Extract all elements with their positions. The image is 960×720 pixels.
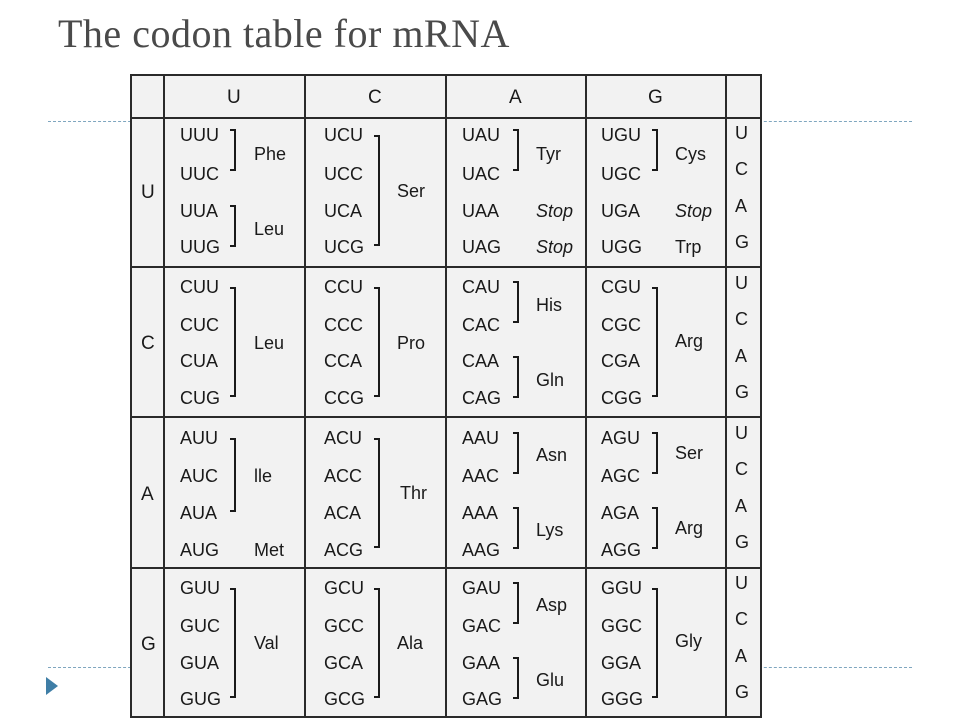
amino-acid-label: Ser — [675, 443, 704, 463]
codon: GUC — [180, 616, 220, 636]
codon: GUU — [180, 578, 220, 598]
codon: UCU — [324, 125, 363, 145]
bracket — [652, 432, 658, 474]
amino-acid-label: Gly — [675, 631, 702, 651]
amino-acid-label: Glu — [536, 670, 565, 690]
row-header-a: A — [141, 484, 154, 505]
codon: GUG — [180, 689, 222, 709]
amino-acid-label: Arg — [675, 518, 704, 538]
amino-acid-label: Phe — [254, 144, 287, 164]
grid-line — [132, 266, 760, 268]
column-header-c: C — [368, 87, 382, 108]
bracket — [513, 657, 519, 699]
bracket — [230, 438, 236, 512]
codon: UCC — [324, 164, 363, 184]
third-base-label: U — [735, 123, 748, 143]
codon: CGC — [601, 315, 641, 335]
bracket — [230, 129, 236, 171]
bracket — [513, 507, 519, 549]
amino-acid-label: Pro — [397, 333, 426, 353]
codon: AAU — [462, 428, 500, 448]
codon: CCC — [324, 315, 363, 335]
codon: GAG — [462, 689, 503, 709]
codon: UUG — [180, 237, 220, 257]
row-header-g: G — [141, 634, 156, 655]
grid-line — [445, 76, 447, 716]
third-base-label: U — [735, 423, 748, 443]
codon: CGU — [601, 277, 641, 297]
codon: UUA — [180, 201, 219, 221]
third-base-label: A — [735, 346, 748, 366]
codon: GGC — [601, 616, 643, 636]
grid-line — [585, 76, 587, 716]
codon: UAG — [462, 237, 502, 257]
codon: AUU — [180, 428, 219, 448]
codon: UGC — [601, 164, 641, 184]
bracket — [230, 205, 236, 247]
codon: AAA — [462, 503, 499, 523]
triangle-bullet-icon — [46, 677, 58, 695]
codon: UAC — [462, 164, 501, 184]
codon: UGU — [601, 125, 641, 145]
amino-acid-label: Thr — [400, 483, 427, 503]
codon: AGG — [601, 540, 642, 560]
row-header-c: C — [141, 333, 155, 354]
amino-acid-label: Gln — [536, 370, 565, 390]
bracket — [652, 507, 658, 549]
codon: CAG — [462, 388, 502, 408]
codon: GGA — [601, 653, 642, 673]
third-base-label: A — [735, 646, 748, 666]
amino-acid-label: lle — [254, 466, 273, 486]
codon: AGC — [601, 466, 641, 486]
stop-label: Stop — [536, 201, 574, 221]
third-base-label: G — [735, 382, 750, 402]
bracket — [652, 287, 658, 397]
codon: AGA — [601, 503, 640, 523]
amino-acid-label: Trp — [675, 237, 702, 257]
codon: GCG — [324, 689, 366, 709]
codon: CCA — [324, 351, 363, 371]
amino-acid-label: Asn — [536, 445, 568, 465]
codon: UCA — [324, 201, 363, 221]
amino-acid-label: Asp — [536, 595, 568, 615]
bracket — [230, 287, 236, 397]
codon: ACC — [324, 466, 363, 486]
amino-acid-label: Val — [254, 633, 279, 653]
bracket — [513, 356, 519, 398]
codon: GCU — [324, 578, 364, 598]
amino-acid-label: Ala — [397, 633, 424, 653]
third-base-label: G — [735, 532, 750, 552]
third-base-label: U — [735, 273, 748, 293]
codon: CGA — [601, 351, 641, 371]
bracket — [374, 287, 380, 397]
amino-acid-label: His — [536, 295, 562, 315]
codon: ACU — [324, 428, 363, 448]
grid-line — [725, 76, 727, 716]
codon: UGA — [601, 201, 641, 221]
codon: UAA — [462, 201, 500, 221]
column-header-g: G — [648, 87, 663, 108]
codon: AUA — [180, 503, 218, 523]
codon: UGG — [601, 237, 643, 257]
codon: GAU — [462, 578, 502, 598]
codon: CGG — [601, 388, 643, 408]
bracket — [513, 129, 519, 171]
bracket — [513, 281, 519, 323]
codon: CUG — [180, 388, 220, 408]
bracket — [374, 438, 380, 548]
bracket — [374, 135, 380, 246]
codon: CUU — [180, 277, 219, 297]
stop-label: Stop — [675, 201, 713, 221]
codon: GCC — [324, 616, 364, 636]
codon: GCA — [324, 653, 364, 673]
grid-line — [132, 416, 760, 418]
amino-acid-label: Arg — [675, 331, 704, 351]
codon: AAG — [462, 540, 501, 560]
codon: GUA — [180, 653, 220, 673]
codon: CUC — [180, 315, 219, 335]
codon: GGU — [601, 578, 643, 598]
third-base-label: G — [735, 682, 750, 702]
codon: GAC — [462, 616, 502, 636]
codon: UCG — [324, 237, 364, 257]
codon: AAC — [462, 466, 500, 486]
third-base-label: U — [735, 573, 748, 593]
codon: CAC — [462, 315, 501, 335]
codon: CCG — [324, 388, 364, 408]
third-base-label: C — [735, 309, 748, 329]
codon: CUA — [180, 351, 219, 371]
codon: AUC — [180, 466, 219, 486]
column-header-a: A — [509, 87, 522, 108]
codon: CCU — [324, 277, 363, 297]
grid-line — [304, 76, 306, 716]
bracket — [652, 588, 658, 698]
codon: UUU — [180, 125, 219, 145]
third-base-label: C — [735, 159, 748, 179]
grid-line — [163, 76, 165, 716]
codon: GAA — [462, 653, 501, 673]
bracket — [652, 129, 658, 171]
amino-acid-label: Met — [254, 540, 285, 560]
grid-line — [132, 117, 760, 119]
codon: AGU — [601, 428, 641, 448]
codon: UUC — [180, 164, 219, 184]
bracket — [513, 432, 519, 474]
amino-acid-label: Leu — [254, 333, 285, 353]
column-header-u: U — [227, 87, 241, 108]
bracket — [230, 588, 236, 698]
third-base-label: A — [735, 496, 748, 516]
amino-acid-label: Lys — [536, 520, 564, 540]
codon: ACG — [324, 540, 364, 560]
codon: CAU — [462, 277, 501, 297]
amino-acid-label: Leu — [254, 219, 285, 239]
slide-title: The codon table for mRNA — [58, 11, 510, 56]
third-base-label: C — [735, 459, 748, 479]
bracket — [513, 582, 519, 624]
amino-acid-label: Cys — [675, 144, 706, 164]
codon: ACA — [324, 503, 362, 523]
codon: AUG — [180, 540, 220, 560]
row-header-u: U — [141, 182, 155, 203]
codon: CAA — [462, 351, 500, 371]
grid-line — [132, 567, 760, 569]
codon: GGG — [601, 689, 644, 709]
amino-acid-label: Ser — [397, 181, 426, 201]
third-base-label: A — [735, 196, 748, 216]
third-base-label: G — [735, 232, 750, 252]
bracket — [374, 588, 380, 698]
codon: UAU — [462, 125, 501, 145]
amino-acid-label: Tyr — [536, 144, 561, 164]
codon-table — [130, 74, 762, 718]
stop-label: Stop — [536, 237, 574, 257]
third-base-label: C — [735, 609, 748, 629]
